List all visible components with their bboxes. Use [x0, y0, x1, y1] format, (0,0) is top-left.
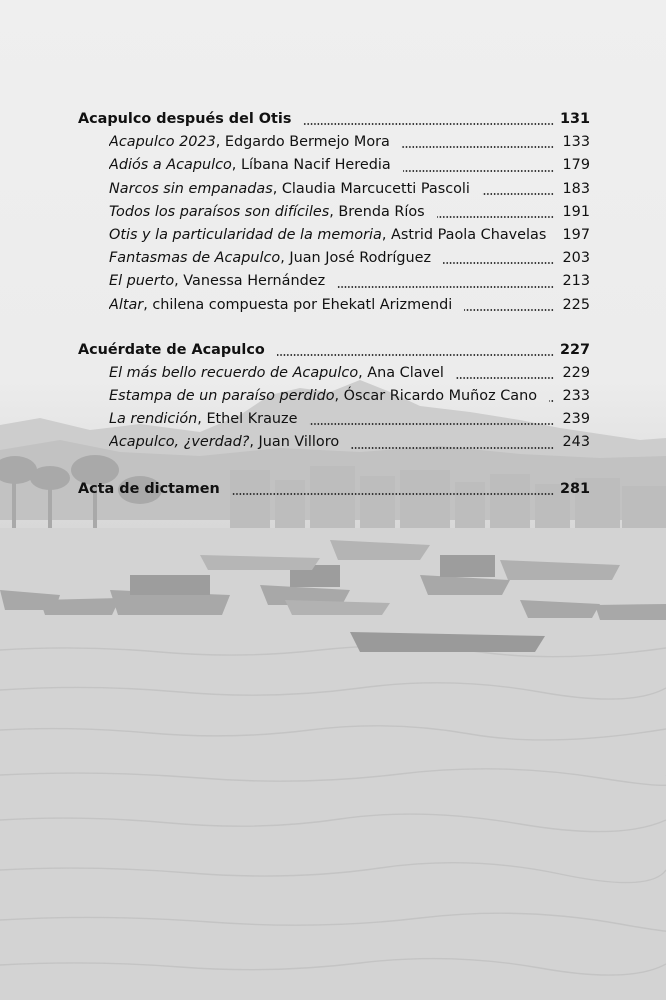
toc-section-row[interactable]	[78, 478, 590, 501]
toc-entry-row[interactable]: Estampa de un paraíso perdido, Óscar Ricardo Muñoz Cano 233	[109, 385, 590, 408]
entry-work-title: Estampa de un paraíso perdido	[109, 388, 335, 405]
dot-leader	[337, 286, 554, 288]
page-number: 233	[562, 388, 590, 405]
table-of-contents	[78, 108, 590, 501]
page-number: 227	[559, 341, 590, 358]
entry-author: Claudia Marcucetti Pascoli	[281, 180, 470, 197]
toc-section-row[interactable]	[78, 108, 590, 131]
page-number: 281	[559, 480, 590, 497]
dot-leader	[303, 123, 554, 125]
toc-entry-row[interactable]: Altar, chilena compuesta por Ehekatl Arizmendi 225	[109, 294, 590, 317]
entry-work-title: Otis y la particularidad de la memoria	[109, 226, 382, 243]
entry-author: Juan José Rodríguez	[289, 250, 432, 267]
entry-work-title: Acapulco, ¿verdad?	[109, 434, 250, 451]
dot-leader	[443, 262, 554, 264]
entry-work-title: El más bello recuerdo de Acapulco	[109, 364, 359, 381]
dot-leader	[277, 354, 554, 356]
toc-entry-row[interactable]: Otis y la particularidad de la memoria, Astrid Paola Chavelas 197	[109, 224, 590, 247]
dot-leader	[482, 193, 554, 195]
entry-work-title: Narcos sin empanadas	[109, 180, 273, 197]
dot-leader	[464, 309, 554, 311]
dot-leader	[309, 423, 554, 425]
toc-entry-row[interactable]: Adiós a Acapulco, Líbana Nacif Heredia 179	[109, 154, 590, 177]
toc-entry-row[interactable]: La rendición, Ethel Krauze 239	[109, 408, 590, 431]
section-title: Acapulco después del Otis	[78, 111, 292, 127]
entry-author: Astrid Paola Chavelas	[391, 226, 547, 243]
entry-author: chilena compuesta por Ehekatl Arizmendi	[152, 296, 453, 313]
toc-entry-row[interactable]: Acapulco, ¿verdad?, Juan Villoro 243	[109, 431, 590, 454]
page-number: 225	[562, 296, 590, 313]
entry-author: Ana Clavel	[367, 364, 444, 381]
dot-leader	[232, 493, 554, 495]
section-spacer	[78, 317, 590, 339]
section-title: Acuérdate de Acapulco	[78, 341, 265, 358]
page-number: 133	[562, 134, 590, 151]
dot-leader	[351, 447, 554, 449]
toc-entry-row[interactable]: Todos los paraísos son difíciles, Brenda Ríos 191	[109, 201, 590, 224]
dot-leader	[456, 377, 554, 379]
dot-leader	[437, 216, 554, 218]
entry-work-title: Todos los paraísos son difíciles	[109, 203, 330, 220]
entry-author: Vanessa Hernández	[183, 273, 326, 290]
page-number: 179	[562, 157, 590, 174]
page-number: 191	[562, 203, 590, 220]
section-title: Acta de dictamen	[78, 480, 220, 497]
dot-leader	[403, 170, 554, 172]
toc-entry-row[interactable]: El más bello recuerdo de Acapulco, Ana Clavel 229	[109, 362, 590, 385]
page-number: 131	[559, 111, 590, 127]
toc-section-row[interactable]	[78, 339, 590, 362]
toc-entry-row[interactable]: Narcos sin empanadas, Claudia Marcucetti Pascoli 183	[109, 178, 590, 201]
page-number: 203	[562, 250, 590, 267]
entry-author: Óscar Ricardo Muñoz Cano	[343, 388, 538, 405]
toc-entry-row[interactable]: El puerto, Vanessa Hernández 213	[109, 270, 590, 293]
entry-work-title: Acapulco 2023	[109, 134, 216, 151]
page-number: 197	[562, 226, 590, 243]
entry-author: Ethel Krauze	[206, 411, 298, 428]
page-number: 229	[562, 364, 590, 381]
page-number: 243	[562, 434, 590, 451]
toc-entry-row[interactable]: Acapulco 2023, Edgardo Bermejo Mora 133	[109, 131, 590, 154]
entry-work-title: Altar	[109, 296, 144, 313]
entry-author: Brenda Ríos	[338, 203, 425, 220]
entry-author: Juan Villoro	[258, 434, 340, 451]
entry-work-title: Fantasmas de Acapulco	[109, 250, 281, 267]
page-number: 213	[562, 273, 590, 290]
entry-work-title: Adiós a Acapulco	[109, 157, 232, 174]
entry-author: Líbana Nacif Heredia	[240, 157, 391, 174]
section-spacer	[78, 455, 590, 478]
entry-author: Edgardo Bermejo Mora	[224, 134, 390, 151]
page-number: 239	[562, 411, 590, 428]
page-number: 183	[562, 180, 590, 197]
toc-entry-row[interactable]: Fantasmas de Acapulco, Juan José Rodríguez 203	[109, 247, 590, 270]
entry-work-title: La rendición	[109, 411, 198, 428]
entry-work-title: El puerto	[109, 273, 175, 290]
dot-leader	[402, 146, 554, 148]
